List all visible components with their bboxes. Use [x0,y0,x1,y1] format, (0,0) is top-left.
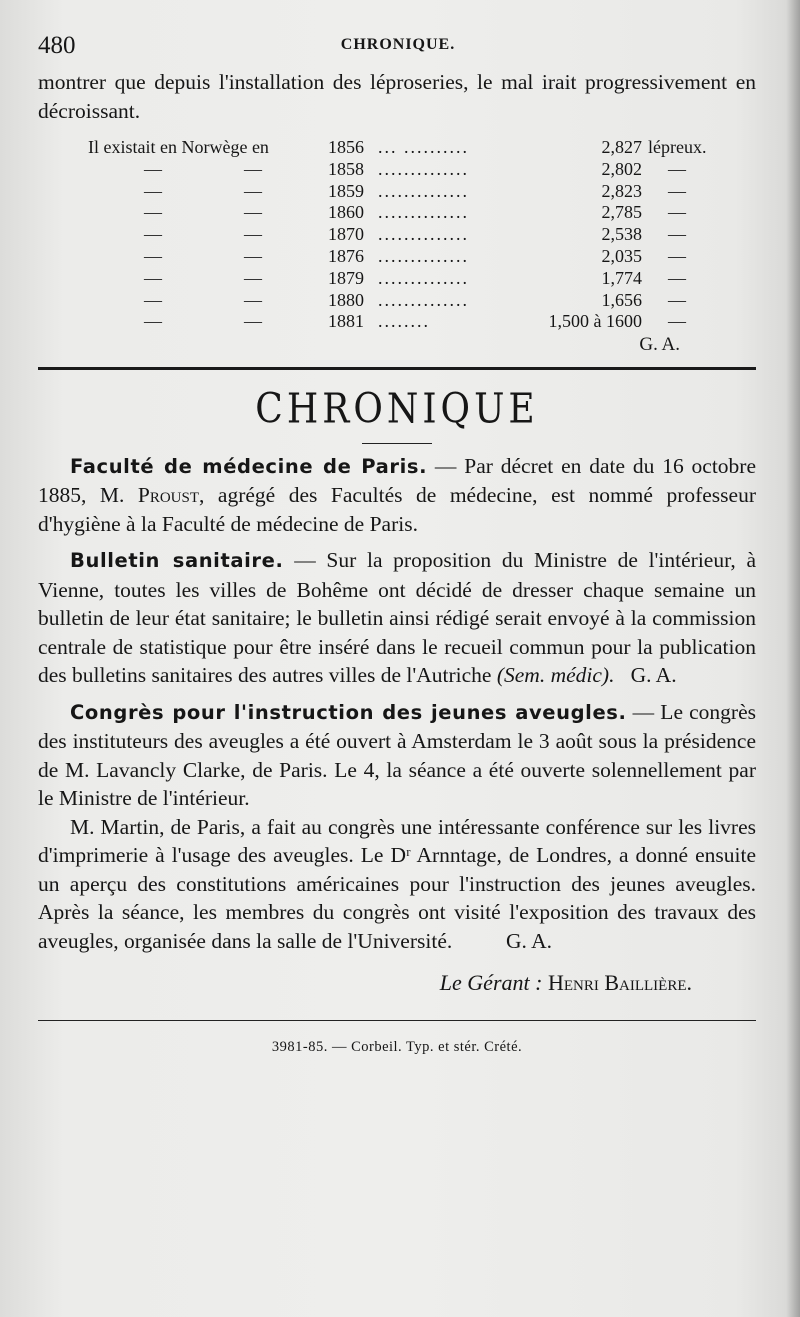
stat-rows [88,137,738,333]
stat-row [88,224,738,246]
ditto-dash: — [144,289,162,310]
section-divider [38,367,756,370]
ditto-dash: — [144,311,162,332]
ditto-dash: — [244,289,262,310]
running-title: CHRONIQUE. [340,36,456,53]
leader-dots: .............. [378,267,469,288]
page-content [38,68,756,1061]
printer-imprint: 3981-85. — Corbeil. Typ. et stér. Crété. [271,1038,523,1055]
paragraph-text: — Sur la proposition du Ministre de l'intérieur, à Vienne, toutes les villes de Bohême ont décidé de dresser chaque semaine un bulletin de leur état sanitaire; le bulletin ainsi rédigé serait envoyé à la commission centrale de statistique pour être inséré dans le recueil commun pour la publication des bulletins sanitaires des autres villes de l'Autriche [38,548,756,688]
ditto-dash: — [668,267,686,288]
page-number: 480 [38,32,76,59]
source-citation: (Sem. médic). [496,663,615,688]
ditto-dash: — [668,245,686,266]
stat-year: 1858 [328,158,364,179]
page-edge-shadow [786,0,800,1317]
ditto-dash: — [244,224,262,245]
paragraph-text: , agrégé des Facultés de médecine, est nommé professeur d'hygiène à la Faculté de médecine de Paris. [38,483,756,536]
ditto-dash: — [144,180,162,201]
signature: G. A. [505,928,552,953]
ditto-dash: — [668,202,686,223]
stat-year: 1860 [328,202,364,223]
ditto-dash: — [144,267,162,288]
title-underline [362,443,432,444]
stat-row [88,159,738,181]
stat-row [88,246,738,268]
stat-row [88,311,738,333]
paragraph-bulletin [38,546,756,690]
page-header [38,30,758,60]
paragraph-faculte [38,452,756,539]
ditto-dash: — [244,202,262,223]
stat-count: 2,035 [601,245,642,266]
footer-divider [38,1020,756,1021]
ditto-dash: — [244,180,262,201]
stats-signature: G. A. [639,334,680,356]
ditto-dash: — [668,224,686,245]
ditto-dash: — [668,311,686,332]
paragraph-text: — Par décret en date du 16 octobre 1885, M. [38,453,756,508]
leader-dots: .............. [378,289,469,310]
stat-year: 1879 [328,267,364,288]
signature: G. A. [630,663,677,688]
stat-year: 1880 [328,289,364,310]
stat-year: 1881 [328,311,364,332]
stat-count: 2,802 [601,158,642,179]
stat-row [88,290,738,312]
stat-row [88,181,738,203]
gerant-name: Henri Baillière. [547,970,692,996]
leader-dots: .............. [378,224,469,245]
stat-count: 2,823 [601,180,642,201]
ditto-dash: — [244,245,262,266]
ditto-dash: — [144,245,162,266]
ditto-dash: — [244,267,262,288]
ditto-dash: — [668,158,686,179]
stat-intro: Il existait en Norwège en [88,137,269,157]
gerant-line [38,969,692,998]
stat-count: 2,785 [601,202,642,223]
paragraph-heading: Congrès pour l'instruction des jeunes aveugles. [70,700,627,724]
stat-unit: lépreux. [648,137,707,157]
intro-text: montrer que depuis l'installation des léproseries, le mal irait progressivement en décroissant. [38,70,756,123]
leader-dots: ........ [378,311,430,332]
stat-count: 2,827 [601,137,642,157]
paragraph-heading: Faculté de médecine de Paris. [70,454,428,478]
stat-row [88,202,738,224]
leader-dots: .............. [378,245,469,266]
stat-count: 1,656 [601,289,642,310]
paragraph-text: — Le congrès des instituteurs des aveugles a été ouvert à Amsterdam le 3 août sous la présidence de M. Lavancly Clarke, de Paris. Le 4, la séance a été ouverte solennellement par le Ministre de l'intérieur. [38,699,756,811]
stat-year: 1859 [328,180,364,201]
paragraph-text: M. Martin, de Paris, a fait au congrès une intéressante conférence sur les livres d'imprimerie à l'usage des aveugles. Le Dʳ Arnntage, de Londres, a donné ensuite un aperçu des constitutions américaines pour l'instruction des jeunes aveugles. Après la séance, les membres du congrès ont visité l'exposition des travaux des aveugles, organisée dans la salle de l'Université. [38,814,756,953]
ditto-dash: — [668,289,686,310]
stat-count: 1,500 à 1600 [548,311,642,332]
ditto-dash: — [144,224,162,245]
stat-row [88,137,738,159]
section-title: CHRONIQUE [255,385,539,434]
paragraph-heading: Bulletin sanitaire. [70,549,284,573]
stat-row [88,268,738,290]
stat-year: 1856 [328,137,364,157]
stat-count: 2,538 [601,224,642,245]
stat-year: 1876 [328,245,364,266]
leader-dots: .............. [378,180,469,201]
leprosy-statistics [88,137,738,357]
ditto-dash: — [144,202,162,223]
stat-count: 1,774 [601,267,642,288]
leader-dots: .............. [378,202,469,223]
ditto-dash: — [244,311,262,332]
leader-dots: ... .......... [378,137,469,157]
gerant-label: Le Gérant : [439,970,543,996]
person-name: Proust [137,483,200,508]
paragraph-congres [38,698,756,813]
stat-year: 1870 [328,224,364,245]
paragraph-congres-continued [38,813,756,956]
leader-dots: .............. [378,158,469,179]
ditto-dash: — [668,180,686,201]
ditto-dash: — [244,158,262,179]
ditto-dash: — [144,158,162,179]
